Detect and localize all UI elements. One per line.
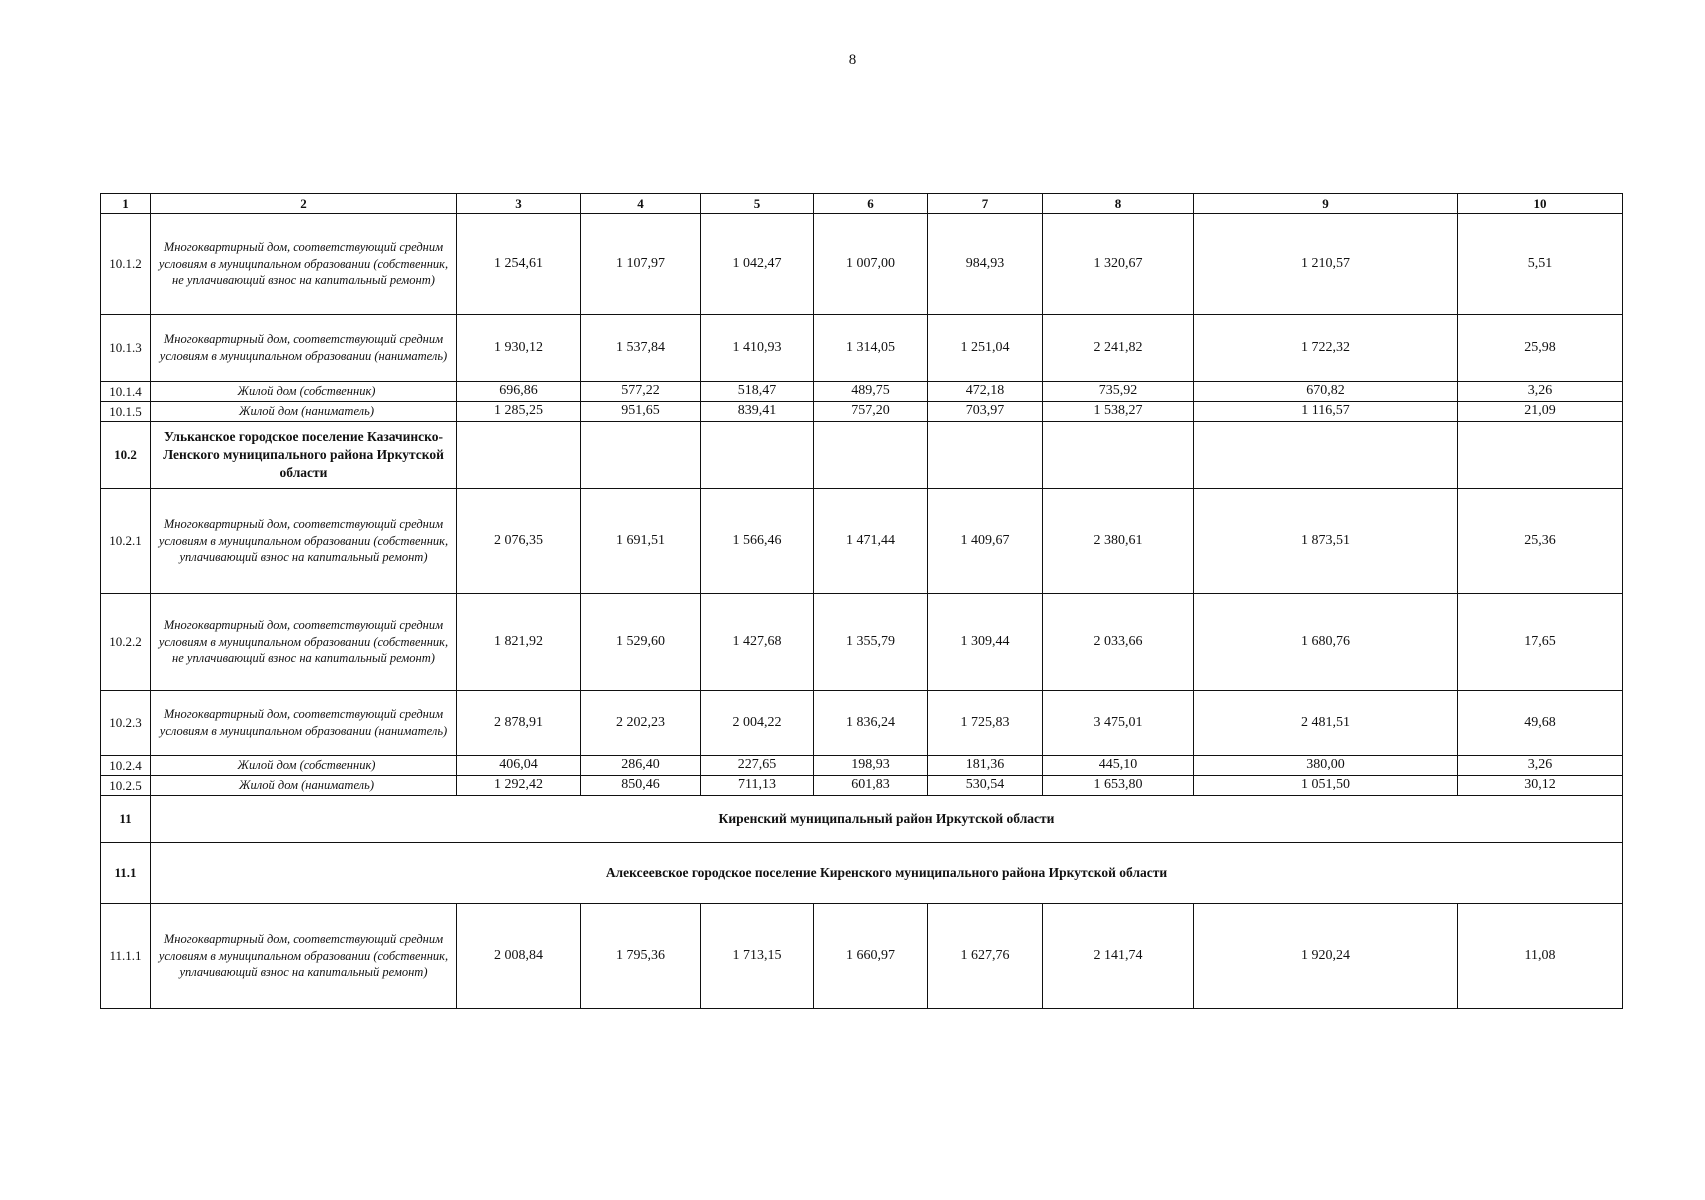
value-col-9: 1 116,57 xyxy=(1194,402,1458,422)
section-row xyxy=(101,843,1623,904)
value-col-10: 21,09 xyxy=(1458,402,1623,422)
value-col-10: 25,98 xyxy=(1458,315,1623,382)
table-row xyxy=(101,776,1623,796)
row-name: Жилой дом (наниматель) xyxy=(151,776,457,796)
value-col-8: 735,92 xyxy=(1043,382,1194,402)
value-col-5: 227,65 xyxy=(701,756,814,776)
table-row xyxy=(101,214,1623,315)
value-col-5: 1 410,93 xyxy=(701,315,814,382)
value-col-7: 530,54 xyxy=(928,776,1043,796)
empty-cell xyxy=(1194,422,1458,489)
column-header: 7 xyxy=(928,194,1043,214)
header-row xyxy=(101,194,1623,214)
empty-cell xyxy=(701,422,814,489)
value-col-8: 1 320,67 xyxy=(1043,214,1194,315)
value-col-4: 850,46 xyxy=(581,776,701,796)
value-col-3: 2 878,91 xyxy=(457,691,581,756)
column-header: 8 xyxy=(1043,194,1194,214)
row-name: Многоквартирный дом, соответствующий средним условиям в муниципальном образовании (собственник, не уплачивающий взнос на капитальный ремонт) xyxy=(151,594,457,691)
value-col-4: 1 107,97 xyxy=(581,214,701,315)
value-col-5: 1 566,46 xyxy=(701,489,814,594)
value-col-8: 2 033,66 xyxy=(1043,594,1194,691)
value-col-9: 1 210,57 xyxy=(1194,214,1458,315)
section-name: Киренский муниципальный район Иркутской области xyxy=(151,796,1623,843)
value-col-5: 518,47 xyxy=(701,382,814,402)
column-header: 3 xyxy=(457,194,581,214)
value-col-10: 25,36 xyxy=(1458,489,1623,594)
value-col-4: 1 529,60 xyxy=(581,594,701,691)
value-col-9: 1 051,50 xyxy=(1194,776,1458,796)
value-col-7: 984,93 xyxy=(928,214,1043,315)
value-col-7: 1 309,44 xyxy=(928,594,1043,691)
value-col-9: 1 920,24 xyxy=(1194,904,1458,1009)
page-number: 8 xyxy=(848,52,857,68)
row-code: 10.1.3 xyxy=(101,315,151,382)
column-header: 5 xyxy=(701,194,814,214)
value-col-3: 2 008,84 xyxy=(457,904,581,1009)
column-header: 9 xyxy=(1194,194,1458,214)
value-col-9: 1 722,32 xyxy=(1194,315,1458,382)
value-col-4: 577,22 xyxy=(581,382,701,402)
row-code: 10.2.1 xyxy=(101,489,151,594)
value-col-7: 1 627,76 xyxy=(928,904,1043,1009)
value-col-7: 472,18 xyxy=(928,382,1043,402)
value-col-4: 2 202,23 xyxy=(581,691,701,756)
value-col-6: 489,75 xyxy=(814,382,928,402)
table-row xyxy=(101,402,1623,422)
value-col-3: 1 292,42 xyxy=(457,776,581,796)
value-col-8: 2 380,61 xyxy=(1043,489,1194,594)
value-col-6: 1 355,79 xyxy=(814,594,928,691)
value-col-3: 406,04 xyxy=(457,756,581,776)
row-name: Жилой дом (наниматель) xyxy=(151,402,457,422)
column-header: 4 xyxy=(581,194,701,214)
section-row xyxy=(101,796,1623,843)
value-col-10: 5,51 xyxy=(1458,214,1623,315)
value-col-8: 3 475,01 xyxy=(1043,691,1194,756)
value-col-4: 1 691,51 xyxy=(581,489,701,594)
value-col-3: 1 821,92 xyxy=(457,594,581,691)
row-code: 10.2.2 xyxy=(101,594,151,691)
row-code: 10.2.5 xyxy=(101,776,151,796)
value-col-8: 2 141,74 xyxy=(1043,904,1194,1009)
table-row xyxy=(101,489,1623,594)
value-col-6: 601,83 xyxy=(814,776,928,796)
value-col-6: 1 471,44 xyxy=(814,489,928,594)
value-col-10: 3,26 xyxy=(1458,382,1623,402)
value-col-6: 1 007,00 xyxy=(814,214,928,315)
value-col-3: 696,86 xyxy=(457,382,581,402)
column-header: 10 xyxy=(1458,194,1623,214)
table-row xyxy=(101,691,1623,756)
value-col-9: 380,00 xyxy=(1194,756,1458,776)
row-code: 10.1.2 xyxy=(101,214,151,315)
row-name: Многоквартирный дом, соответствующий средним условиям в муниципальном образовании (собственник, уплачивающий взнос на капитальный ремонт) xyxy=(151,904,457,1009)
value-col-5: 711,13 xyxy=(701,776,814,796)
section-code: 11 xyxy=(101,796,151,843)
row-name: Многоквартирный дом, соответствующий средним условиям в муниципальном образовании (собственник, уплачивающий взнос на капитальный ремонт) xyxy=(151,489,457,594)
value-col-4: 1 537,84 xyxy=(581,315,701,382)
value-col-9: 670,82 xyxy=(1194,382,1458,402)
column-header: 6 xyxy=(814,194,928,214)
row-name: Жилой дом (собственник) xyxy=(151,382,457,402)
row-code: 10.2.4 xyxy=(101,756,151,776)
empty-cell xyxy=(1043,422,1194,489)
value-col-9: 1 873,51 xyxy=(1194,489,1458,594)
value-col-7: 1 251,04 xyxy=(928,315,1043,382)
table-row xyxy=(101,594,1623,691)
row-name: Многоквартирный дом, соответствующий средним условиям в муниципальном образовании (собственник, не уплачивающий взнос на капитальный ремонт) xyxy=(151,214,457,315)
value-col-7: 703,97 xyxy=(928,402,1043,422)
row-code: 10.2.3 xyxy=(101,691,151,756)
tariff-table xyxy=(100,193,1623,1009)
table-row xyxy=(101,315,1623,382)
value-col-3: 2 076,35 xyxy=(457,489,581,594)
table-row xyxy=(101,382,1623,402)
value-col-4: 951,65 xyxy=(581,402,701,422)
value-col-6: 198,93 xyxy=(814,756,928,776)
empty-cell xyxy=(814,422,928,489)
value-col-3: 1 285,25 xyxy=(457,402,581,422)
value-col-6: 1 660,97 xyxy=(814,904,928,1009)
value-col-5: 2 004,22 xyxy=(701,691,814,756)
value-col-10: 3,26 xyxy=(1458,756,1623,776)
value-col-7: 1 725,83 xyxy=(928,691,1043,756)
value-col-3: 1 930,12 xyxy=(457,315,581,382)
value-col-10: 30,12 xyxy=(1458,776,1623,796)
section-name: Ульканское городское поселение Казачинско-Ленского муниципального района Иркутской области xyxy=(151,422,457,489)
value-col-3: 1 254,61 xyxy=(457,214,581,315)
value-col-10: 11,08 xyxy=(1458,904,1623,1009)
value-col-7: 1 409,67 xyxy=(928,489,1043,594)
value-col-4: 286,40 xyxy=(581,756,701,776)
value-col-8: 1 653,80 xyxy=(1043,776,1194,796)
row-name: Многоквартирный дом, соответствующий средним условиям в муниципальном образовании (наниматель) xyxy=(151,691,457,756)
value-col-9: 1 680,76 xyxy=(1194,594,1458,691)
empty-cell xyxy=(457,422,581,489)
table-row xyxy=(101,904,1623,1009)
value-col-4: 1 795,36 xyxy=(581,904,701,1009)
empty-cell xyxy=(928,422,1043,489)
value-col-6: 1 836,24 xyxy=(814,691,928,756)
value-col-5: 1 427,68 xyxy=(701,594,814,691)
section-row xyxy=(101,422,1623,489)
value-col-8: 445,10 xyxy=(1043,756,1194,776)
value-col-10: 17,65 xyxy=(1458,594,1623,691)
section-code: 11.1 xyxy=(101,843,151,904)
table-row xyxy=(101,756,1623,776)
value-col-5: 1 713,15 xyxy=(701,904,814,1009)
empty-cell xyxy=(1458,422,1623,489)
value-col-10: 49,68 xyxy=(1458,691,1623,756)
value-col-7: 181,36 xyxy=(928,756,1043,776)
value-col-6: 1 314,05 xyxy=(814,315,928,382)
row-code: 11.1.1 xyxy=(101,904,151,1009)
row-code: 10.1.5 xyxy=(101,402,151,422)
value-col-8: 1 538,27 xyxy=(1043,402,1194,422)
value-col-5: 1 042,47 xyxy=(701,214,814,315)
column-header: 1 xyxy=(101,194,151,214)
section-code: 10.2 xyxy=(101,422,151,489)
row-name: Многоквартирный дом, соответствующий средним условиям в муниципальном образовании (наниматель) xyxy=(151,315,457,382)
empty-cell xyxy=(581,422,701,489)
row-code: 10.1.4 xyxy=(101,382,151,402)
value-col-5: 839,41 xyxy=(701,402,814,422)
value-col-6: 757,20 xyxy=(814,402,928,422)
value-col-9: 2 481,51 xyxy=(1194,691,1458,756)
value-col-8: 2 241,82 xyxy=(1043,315,1194,382)
row-name: Жилой дом (собственник) xyxy=(151,756,457,776)
section-name: Алексеевское городское поселение Киренского муниципального района Иркутской области xyxy=(151,843,1623,904)
column-header: 2 xyxy=(151,194,457,214)
